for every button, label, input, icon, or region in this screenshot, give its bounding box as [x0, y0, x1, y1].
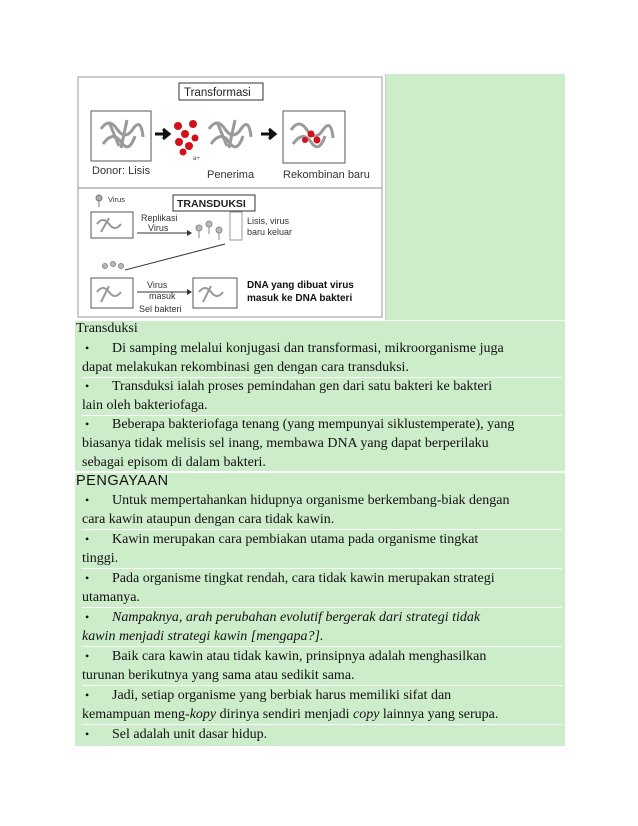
figure-caption: Transduksi — [76, 321, 138, 336]
fig-label-transduksi: TRANSDUKSI — [177, 198, 246, 210]
item-text-part: lainnya yang serupa. — [379, 707, 499, 722]
item-text: lain oleh bakteriofaga. — [82, 398, 208, 413]
item-text: Di samping melalui konjugasi dan transformasi, mikroorganisme juga — [112, 341, 504, 356]
list-item — [82, 686, 562, 725]
bullet-icon: • — [85, 727, 90, 741]
bullet-icon: • — [85, 532, 90, 546]
fig-label-replikasi-virus: Virus — [148, 223, 169, 233]
item-text: kawin menjadi strategi kawin [mengapa?]. — [82, 629, 324, 644]
fig-label-replikasi: Replikasi — [141, 213, 178, 223]
fig-label-lisis-2: baru keluar — [247, 227, 293, 237]
bullet-icon: • — [85, 417, 90, 431]
bullet-icon: • — [85, 493, 90, 507]
list-item — [82, 377, 562, 416]
item-text: utamanya. — [82, 590, 140, 605]
fig-label-virus-masuk-2: masuk — [149, 291, 176, 301]
item-text: Pada organisme tingkat rendah, cara tidak kawin merupakan strategi — [112, 571, 495, 586]
figure-svg — [75, 74, 385, 320]
item-text: sebagai episom di dalam bakteri. — [82, 455, 266, 470]
section-title: PENGAYAAN — [76, 473, 169, 489]
item-text-italic: kopy — [189, 707, 217, 722]
fig-label-virus-masuk: Virus — [147, 280, 168, 290]
fig-label-dna-2: masuk ke DNA bakteri — [247, 293, 353, 304]
item-text-part: dirinya sendiri menjadi — [216, 707, 353, 722]
fig-label-penerima: Penerima — [207, 169, 255, 181]
fig-label-donor: Donor: Lisis — [92, 165, 151, 177]
list-item — [82, 647, 562, 686]
fig-label-lisis: Lisis, virus — [247, 216, 290, 226]
bullet-icon: • — [85, 610, 90, 624]
bullet-icon: • — [85, 379, 90, 393]
item-text: Beberapa bakteriofaga tenang (yang mempunyai siklustemperate), yang — [112, 417, 515, 432]
list-item — [82, 339, 562, 378]
item-text-italic: copy — [352, 707, 380, 722]
item-text: Jadi, setiap organisme yang berbiak harus memiliki sifat dan — [112, 688, 452, 703]
item-text: cara kawin ataupun dengan cara tidak kawin. — [82, 512, 335, 527]
list-item — [82, 608, 562, 647]
list-item — [82, 491, 562, 530]
item-text — [82, 705, 562, 724]
item-text: Baik cara kawin atau tidak kawin, prinsipnya adalah menghasilkan — [112, 649, 487, 664]
fig-label-rekombinan: Rekombinan baru — [283, 169, 370, 181]
item-text: turunan berikutnya yang sama atau sedikit sama. — [82, 668, 355, 683]
fig-label-transformasi: Transformasi — [184, 87, 251, 99]
transduction-figure — [75, 74, 386, 320]
bullet-icon: • — [85, 688, 90, 702]
item-text: Nampaknya, arah perubahan evolutif bergerak dari strategi tidak — [112, 610, 481, 625]
item-text: Kawin merupakan cara pembiakan utama pada organisme tingkat — [112, 532, 479, 547]
item-text: tinggi. — [82, 551, 119, 566]
fig-label-dna: DNA yang dibuat virus — [247, 280, 354, 291]
list-item — [82, 415, 562, 473]
item-text: dapat melakukan rekombinasi gen dengan cara transduksi. — [82, 360, 409, 375]
bullet-icon: • — [85, 571, 90, 585]
item-text: Sel adalah unit dasar hidup. — [112, 727, 268, 742]
list-item — [82, 725, 562, 744]
item-text: Untuk mempertahankan hidupnya organisme berkembang-biak dengan — [112, 493, 510, 508]
bullet-icon: • — [85, 341, 90, 355]
item-text-part: kemampuan meng- — [82, 707, 190, 722]
fig-label-virus: Virus — [108, 195, 125, 204]
fig-label-small: a+ — [193, 156, 200, 162]
list-item — [82, 569, 562, 608]
fig-label-sel-bakteri: Sel bakteri — [139, 304, 182, 314]
bullet-icon: • — [85, 649, 90, 663]
item-text: biasanya tidak melisis sel inang, membawa DNA yang dapat berperilaku — [82, 436, 489, 451]
item-text: Transduksi ialah proses pemindahan gen dari satu bakteri ke bakteri — [112, 379, 493, 394]
list-item — [82, 530, 562, 569]
